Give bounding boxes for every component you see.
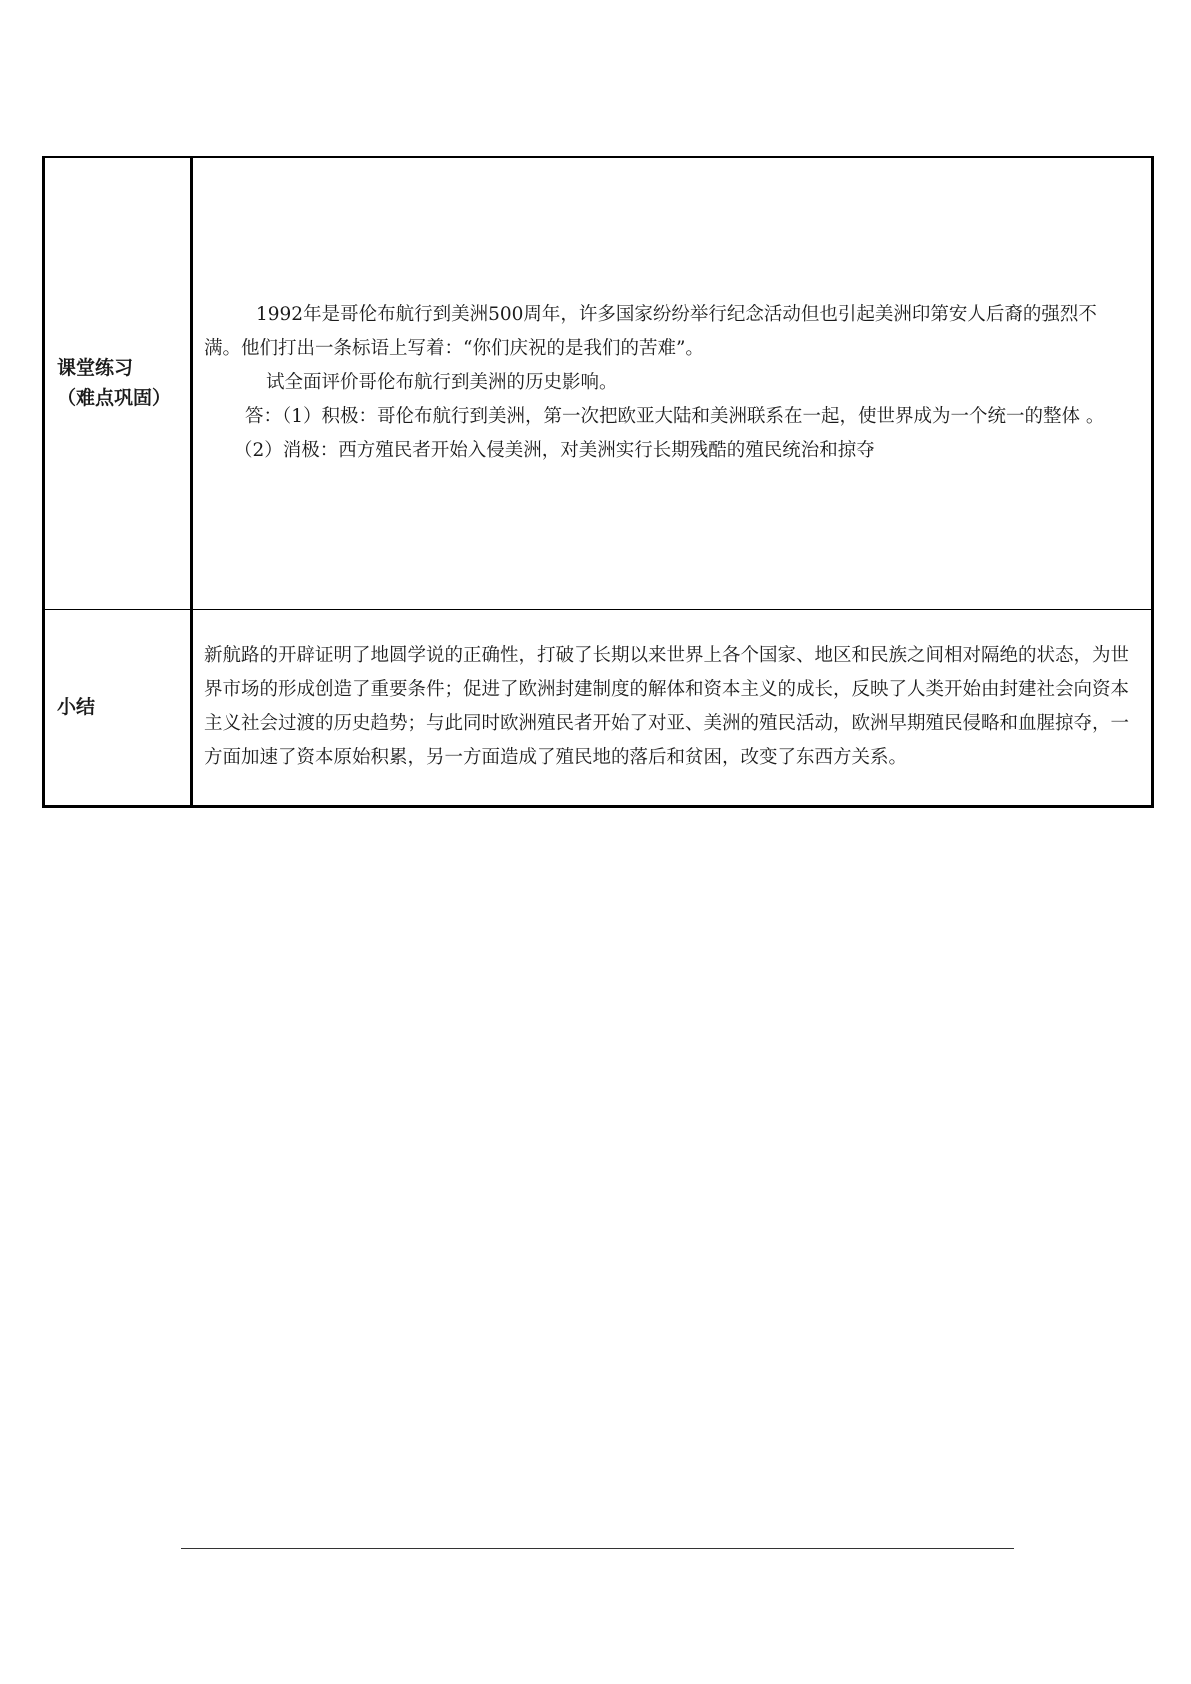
practice-answer-positive: 答：（1）积极：哥伦布航行到美洲，第一次把欧亚大陆和美洲联系在一起，使世界成为一个统一的整体 。 bbox=[245, 406, 1105, 428]
summary-label-cell bbox=[44, 609, 192, 806]
summary-content-cell bbox=[192, 609, 1153, 806]
practice-sublabel: （难点巩固） bbox=[57, 387, 172, 410]
summary-text: 新航路的开辟证明了地圆学说的正确性，打破了长期以来世界上各个国家、地区和民族之间相对隔绝的状态，为世界市场的形成创造了重要条件；促进了欧洲封建制度的解体和资本主义的成长，反映了人类开始由封建社会向资本主义社会过渡的历史趋势；与此同时欧洲殖民者开始了对亚、美洲的殖民活动，欧洲早期殖民侵略和血腥掠夺，一方面加速了资本原始积累，另一方面造成了殖民地的落后和贫困，改变了东西方关系。 bbox=[204, 645, 1130, 768]
practice-label-cell bbox=[44, 157, 192, 609]
practice-answer-negative: （2）消极：西方殖民者开始入侵美洲，对美洲实行长期残酷的殖民统治和掠夺 bbox=[234, 440, 875, 462]
summary-row bbox=[44, 609, 1153, 806]
practice-content-cell bbox=[192, 157, 1153, 609]
summary-label: 小结 bbox=[57, 696, 96, 718]
practice-row bbox=[44, 157, 1153, 609]
practice-task: 试全面评价哥伦布航行到美洲的历史影响。 bbox=[266, 372, 618, 394]
footer-divider bbox=[181, 1548, 1014, 1549]
practice-label: 课堂练习 bbox=[57, 357, 134, 380]
lesson-plan-table bbox=[42, 156, 1154, 808]
practice-content bbox=[204, 298, 1133, 468]
practice-question: 1992年是哥伦布航行到美洲500周年，许多国家纷纷举行纪念活动但也引起美洲印第安人后裔的强烈不满。他们打出一条标语上写着：“你们庆祝的是我们的苦难”。 bbox=[204, 304, 1097, 360]
